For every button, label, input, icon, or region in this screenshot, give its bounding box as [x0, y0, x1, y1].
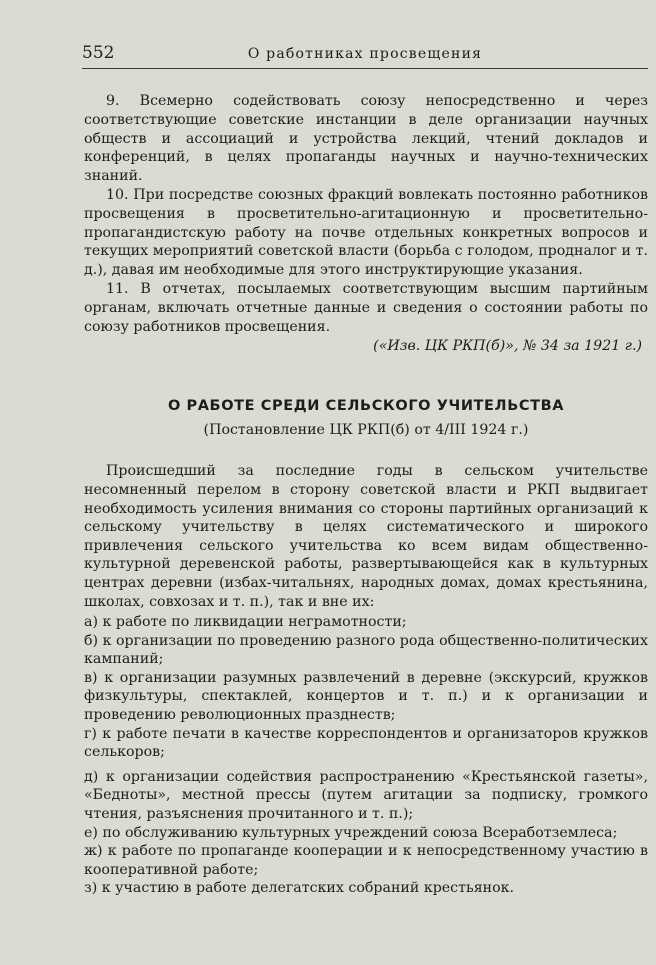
paragraph-10: 10. При посредстве союзных фракций вовлекать постоянно работников просвещения в просветительно-агитационную и просветительно-пропагандистскую работу на почве отдельных конкретных вопросов и текущих мероприятий советской власти (борьба с голодом, продналог и т. д.), давая им необходимые для этого инструктирующие указания.: [84, 186, 648, 279]
running-title: О работниках просвещения: [247, 46, 483, 62]
list-item: д) к организации содействия распространению «Крестьянской газеты», «Бедноты», местной прессы (путем агитации за подписку, громкого чтения, разъяснения прочитанного и т. п.);: [84, 768, 648, 823]
lead-paragraph: Происшедший за последние годы в сельском учительстве несомненный перелом в сторону советской власти и РКП выдвигает необходимость усиления внимания со стороны партийных организаций к сельскому учительству в целях систематического и широкого привлечения сельского учительства ко всем видам общественно-культурной деревенской работы, развертывающейся как в культурных центрах деревни (избах-читальнях, народных домах, домах крестьянина, школах, совхозах и т. п.), так и вне их:: [84, 463, 648, 610]
paragraph-11: 11. В отчетах, посылаемых соответствующим высшим партийным органам, включать отчетные данные и сведения о состоянии работы по союзу работников просвещения.: [84, 280, 648, 335]
page-number: 552: [82, 43, 115, 63]
list-item: г) к работе печати в качестве корреспондентов и организаторов кружков селькоров;: [84, 725, 648, 761]
tasks-list: [84, 613, 648, 898]
list-item: в) к организации разумных развлечений в деревне (экскурсий, кружков физкультуры, спектаклей, концертов и т. п.) и к организации и проведению революционных празднеств;: [84, 669, 648, 724]
paragraph-9: 9. Всемерно содействовать союзу непосредственно и через соответствующие советские инстанции в деле организации научных обществ и ассоциаций и устройства лекций, чтений докладов и конференций, в целях пропаганды научных и научно-технических знаний.: [84, 93, 648, 185]
list-item: а) к работе по ликвидации неграмотности;: [84, 614, 407, 631]
list-item: б) к организации по проведению разного рода общественно-политических кампаний;: [84, 632, 649, 668]
list-item: е) по обслуживанию культурных учреждений союза Всеработземлеса;: [84, 824, 618, 841]
source-citation: («Изв. ЦК РКП(б)», № 34 за 1921 г.): [373, 338, 642, 355]
article-subtitle: (Постановление ЦК РКП(б) от 4/III 1924 г.): [203, 422, 529, 439]
list-item: ж) к работе по пропаганде кооперации и к непосредственному участию в кооперативной работе;: [84, 843, 648, 878]
list-item: з) к участию в работе делегатских собраний крестьянок.: [84, 880, 515, 897]
page-header: [82, 42, 648, 69]
article-title: О РАБОТЕ СРЕДИ СЕЛЬСКОГО УЧИТЕЛЬСТВА: [167, 398, 565, 415]
page-body: [84, 92, 648, 898]
